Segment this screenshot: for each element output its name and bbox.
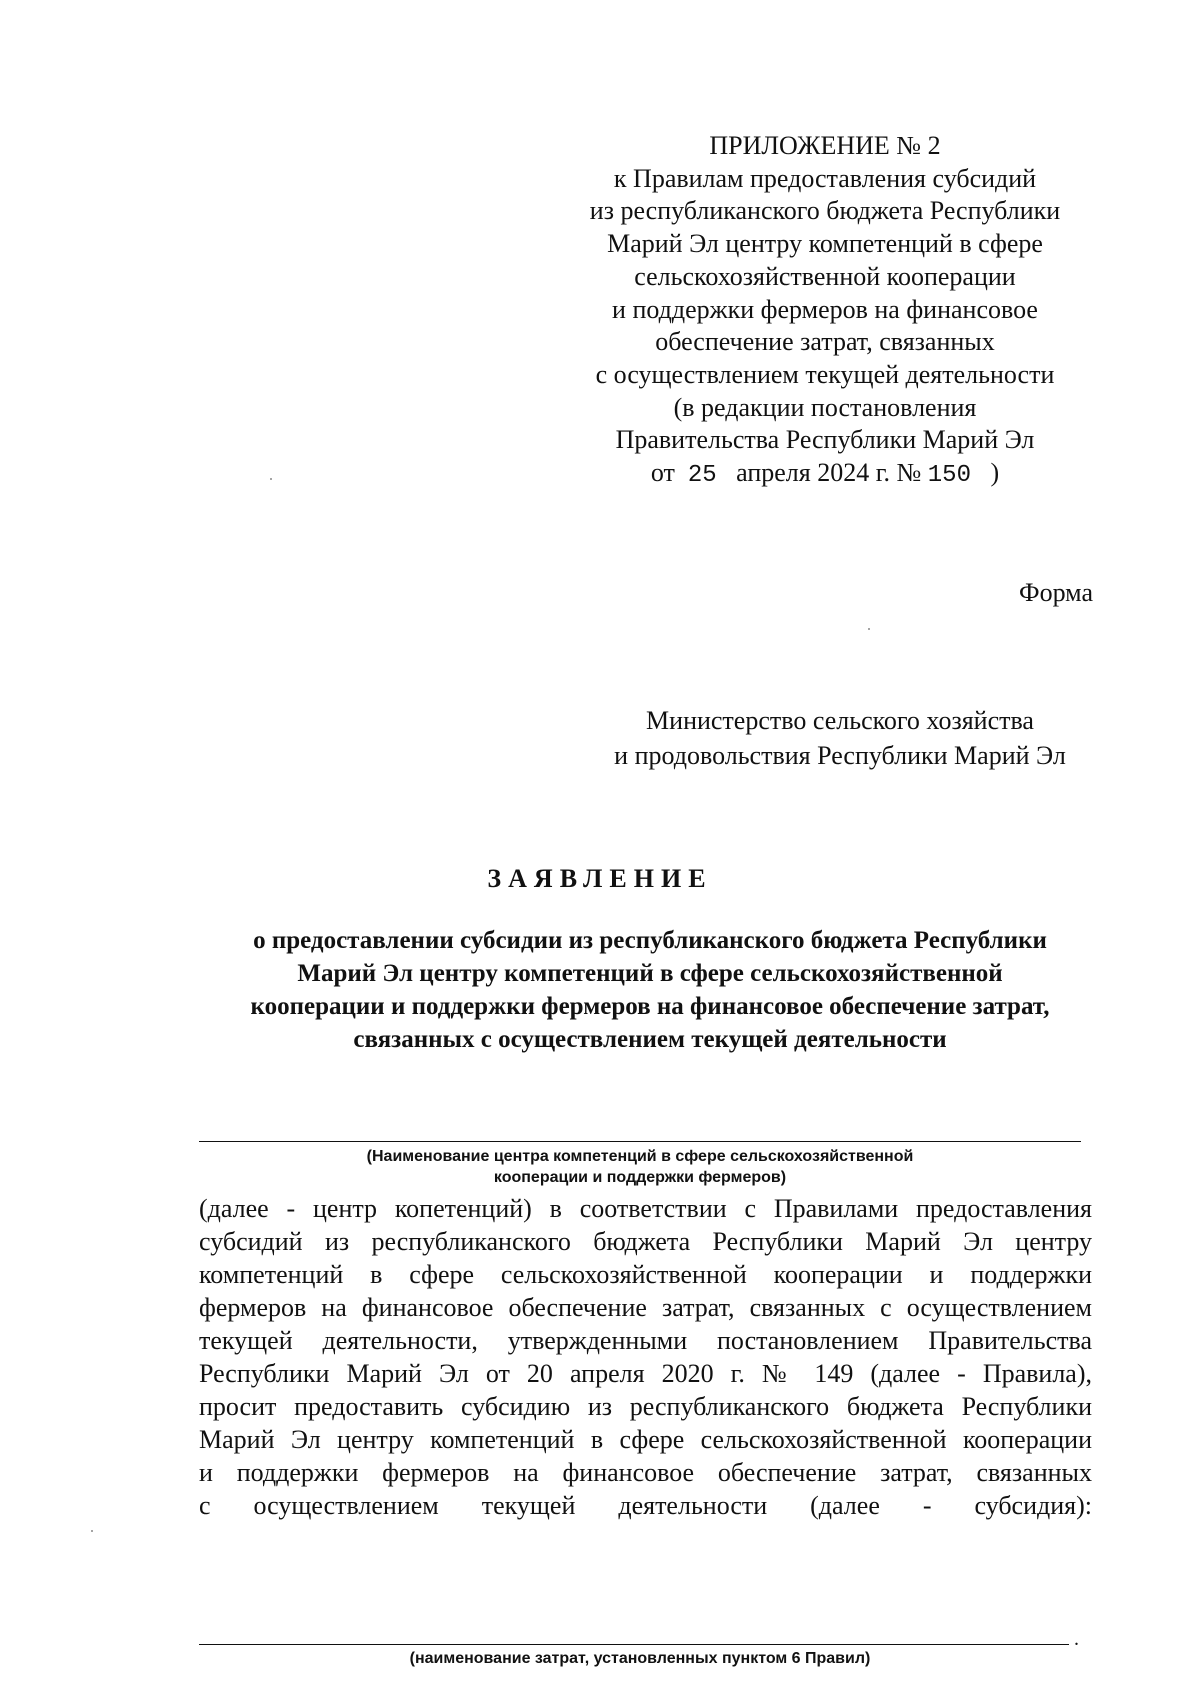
appendix-line: (в редакции постановления — [673, 392, 977, 422]
date-number: 150 — [927, 462, 971, 490]
appendix-line: с осуществлением текущей деятельности — [595, 359, 1055, 389]
document-subject — [190, 924, 1110, 1056]
body-line: фермеров на финансовое обеспечение затрат, связанных с осуществлением — [199, 1293, 1092, 1322]
body-line: Республики Марий Эл от 20 апреля 2020 г. № 149 (далее - Правила), — [199, 1359, 1092, 1388]
body-line: Марий Эл центру компетенций в сфере сельскохозяйственной кооперации — [199, 1425, 1092, 1454]
body-line: компетенций в сфере сельскохозяйственной кооперации и поддержки — [199, 1260, 1092, 1289]
caption-line: (Наименование центра компетенций в сфере сельскохозяйственной — [366, 1148, 914, 1165]
expenses-caption — [300, 1648, 980, 1669]
scan-speck — [868, 628, 870, 630]
date-middle: апреля 2024 г. № — [736, 458, 922, 488]
body-line: и поддержки фермеров на финансовое обеспечение затрат, связанных — [199, 1458, 1092, 1487]
appendix-date-line — [560, 457, 1090, 493]
scan-speck — [270, 478, 272, 480]
center-name-field-line[interactable] — [199, 1141, 1081, 1142]
appendix-line: и поддержки фермеров на финансовое — [612, 294, 1038, 324]
subject-line: связанных с осуществлением текущей деятельности — [353, 1026, 947, 1053]
subject-line: кооперации и поддержки фермеров на финансовое обеспечение затрат, — [250, 993, 1050, 1020]
date-prefix: от — [650, 458, 675, 488]
body-line: просит предоставить субсидию из республиканского бюджета Республики — [199, 1392, 1092, 1421]
addressee-line: и продовольствия Республики Марий Эл — [614, 741, 1066, 770]
appendix-line: из республиканского бюджета Республики — [589, 196, 1061, 226]
caption-line: кооперации и поддержки фермеров) — [493, 1169, 787, 1186]
addressee-line: Министерство сельского хозяйства — [646, 706, 1034, 735]
appendix-line: сельскохозяйственной кооперации — [634, 261, 1016, 291]
body-line: текущей деятельности, утвержденными постановлением Правительства — [199, 1326, 1092, 1355]
body-line: субсидий из республиканского бюджета Республики Марий Эл центру — [199, 1227, 1092, 1256]
expenses-field-end-mark: . — [1074, 1628, 1079, 1650]
appendix-line: Марий Эл центру компетенций в сфере — [607, 229, 1043, 259]
body-line: с осуществлением текущей деятельности (далее - субсидия): — [199, 1491, 1092, 1520]
subject-line: о предоставлении субсидии из республиканского бюджета Республики — [253, 927, 1047, 954]
date-day: 25 — [687, 462, 717, 490]
subject-line: Марий Эл центру компетенций в сфере сельскохозяйственной — [297, 960, 1003, 987]
appendix-line: к Правилам предоставления субсидий — [613, 163, 1037, 193]
appendix-line: Правительства Республики Марий Эл — [615, 425, 1035, 455]
date-suffix: ) — [990, 458, 1000, 488]
scan-speck — [91, 1530, 93, 1532]
appendix-header — [560, 130, 1090, 493]
body-paragraph — [199, 1192, 1092, 1522]
document-title: ЗАЯВЛЕНИЕ — [487, 864, 713, 893]
appendix-line: обеспечение затрат, связанных — [655, 327, 995, 357]
appendix-title: ПРИЛОЖЕНИЕ № 2 — [709, 131, 941, 160]
addressee-block — [580, 703, 1100, 773]
caption-line: (наименование затрат, установленных пунктом 6 Правил) — [409, 1650, 871, 1667]
body-line: (далее - центр копетенций) в соответствии с Правилами предоставления — [199, 1194, 1092, 1223]
center-name-caption — [300, 1146, 980, 1188]
form-label: Форма — [1019, 578, 1093, 607]
expenses-field-line[interactable] — [199, 1644, 1069, 1645]
